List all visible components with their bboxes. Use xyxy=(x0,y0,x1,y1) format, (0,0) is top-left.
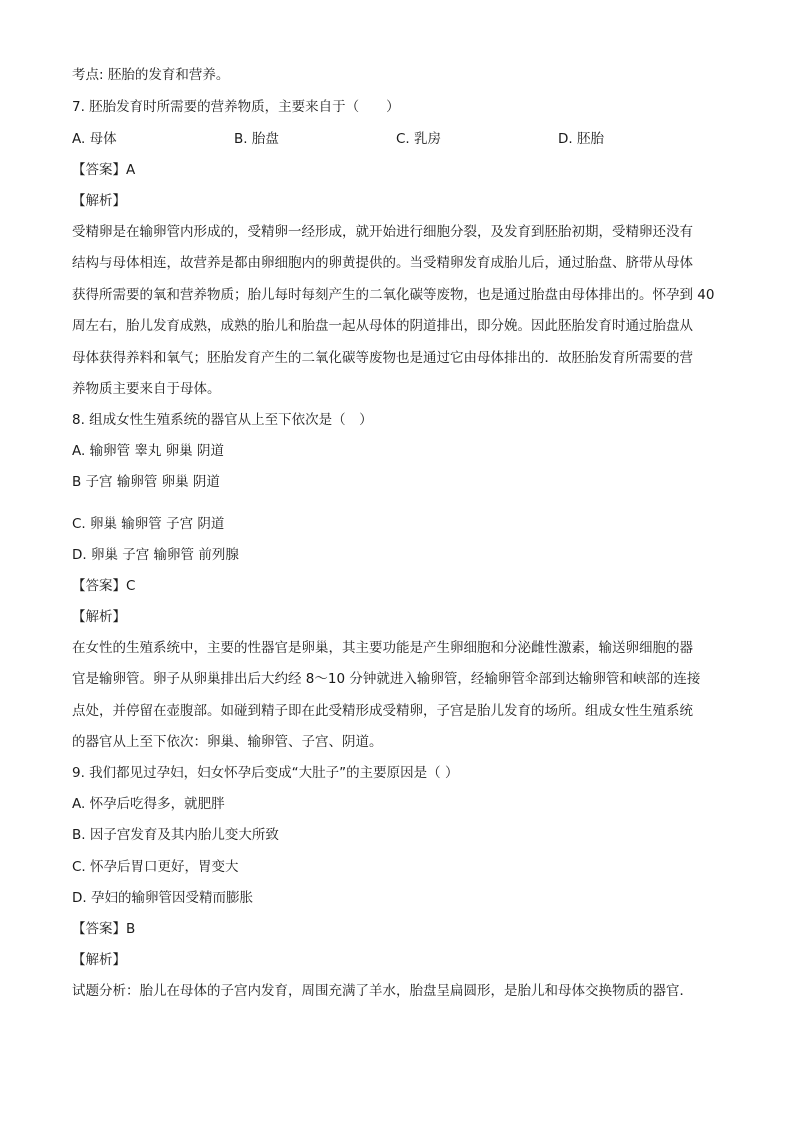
q9-analysis-line: 试题分析：胎儿在母体的子宫内发育，周围充满了羊水，胎盘呈扁圆形，是胎儿和母体交换物质的器官． xyxy=(72,983,693,999)
q7-analysis-line: 养物质主要来自于母体。 xyxy=(72,381,221,398)
q9-analysis-label: 【解析】 xyxy=(72,952,126,968)
q7-analysis-label: 【解析】 xyxy=(72,193,126,209)
question-9: 9. 我们都见过孕妇，妇女怀孕后变成“大肚子”的主要原因是（ ） xyxy=(72,765,459,781)
q8-option-b: B 子宫 输卵管 卵巢 阴道 xyxy=(72,474,220,490)
topic-line: 考点: 胚胎的发育和营养。 xyxy=(72,67,230,83)
q9-analysis xyxy=(72,976,724,1007)
q7-analysis-line: 获得所需要的氧和营养物质；胎儿每时每刻产生的二氧化碳等废物，也是通过胎盘由母体排出的。怀孕到 40 xyxy=(72,286,715,303)
q8-analysis-line: 的器官从上至下依次：卵巢、输卵管、子宫、阴道。 xyxy=(72,734,383,751)
q8-option-d: D. 卵巢 子宫 输卵管 前列腺 xyxy=(72,547,239,563)
q8-analysis-label: 【解析】 xyxy=(72,609,126,625)
q9-option-c: C. 怀孕后胃口更好，胃变大 xyxy=(72,859,239,875)
q7-option-b: B. 胎盘 xyxy=(234,131,279,147)
q9-option-d: D. 孕妇的输卵管因受精而膨胀 xyxy=(72,890,253,906)
q7-option-d: D. 胚胎 xyxy=(558,131,604,147)
q9-answer: 【答案】B xyxy=(72,921,136,937)
q8-analysis-line: 官是输卵管。卵子从卵巢排出后大约经 8～10 分钟就进入输卵管，经输卵管伞部到达输卵管和峡部的连接 xyxy=(72,671,701,688)
q9-option-a: A. 怀孕后吃得多，就肥胖 xyxy=(72,796,225,812)
q8-analysis xyxy=(72,633,724,759)
q8-option-a: A. 输卵管 睾丸 卵巢 阴道 xyxy=(72,443,224,459)
q8-answer: 【答案】C xyxy=(72,578,136,594)
question-7: 7. 胚胎发育时所需要的营养物质，主要来自于（ ） xyxy=(72,99,400,115)
q7-analysis-line: 母体获得养料和氧气；胚胎发育产生的二氧化碳等废物也是通过它由母体排出的．故胚胎发育所需要的营 xyxy=(72,349,693,366)
q9-option-b: B. 因子宫发育及其内胎儿变大所致 xyxy=(72,827,279,843)
q7-analysis-line: 结构与母体相连，故营养是都由卵细胞内的卵黄提供的。当受精卵发育成胎儿后，通过胎盘、脐带从母体 xyxy=(72,255,693,272)
q7-analysis-line: 受精卵是在输卵管内形成的，受精卵一经形成，就开始进行细胞分裂，及发育到胚胎初期，受精卵还没有 xyxy=(72,224,693,240)
q7-option-c: C. 乳房 xyxy=(396,131,442,147)
q7-analysis xyxy=(72,217,724,405)
q8-option-c: C. 卵巢 输卵管 子宫 阴道 xyxy=(72,516,225,532)
q8-analysis-line: 点处，并停留在壶腹部。如碰到精子即在此受精形成受精卵，子宫是胎儿发育的场所。组成女性生殖系统 xyxy=(72,702,693,719)
question-7-options xyxy=(72,129,724,149)
q7-answer: 【答案】A xyxy=(72,162,136,178)
q7-option-a: A. 母体 xyxy=(72,131,117,147)
question-8: 8. 组成女性生殖系统的器官从上至下依次是（ ） xyxy=(72,412,373,428)
q7-analysis-line: 周左右，胎儿发育成熟，成熟的胎儿和胎盘一起从母体的阴道排出，即分娩。因此胚胎发育时通过胎盘从 xyxy=(72,318,693,335)
q8-analysis-line: 在女性的生殖系统中，主要的性器官是卵巢，其主要功能是产生卵细胞和分泌雌性激素，输送卵细胞的器 xyxy=(72,640,693,656)
